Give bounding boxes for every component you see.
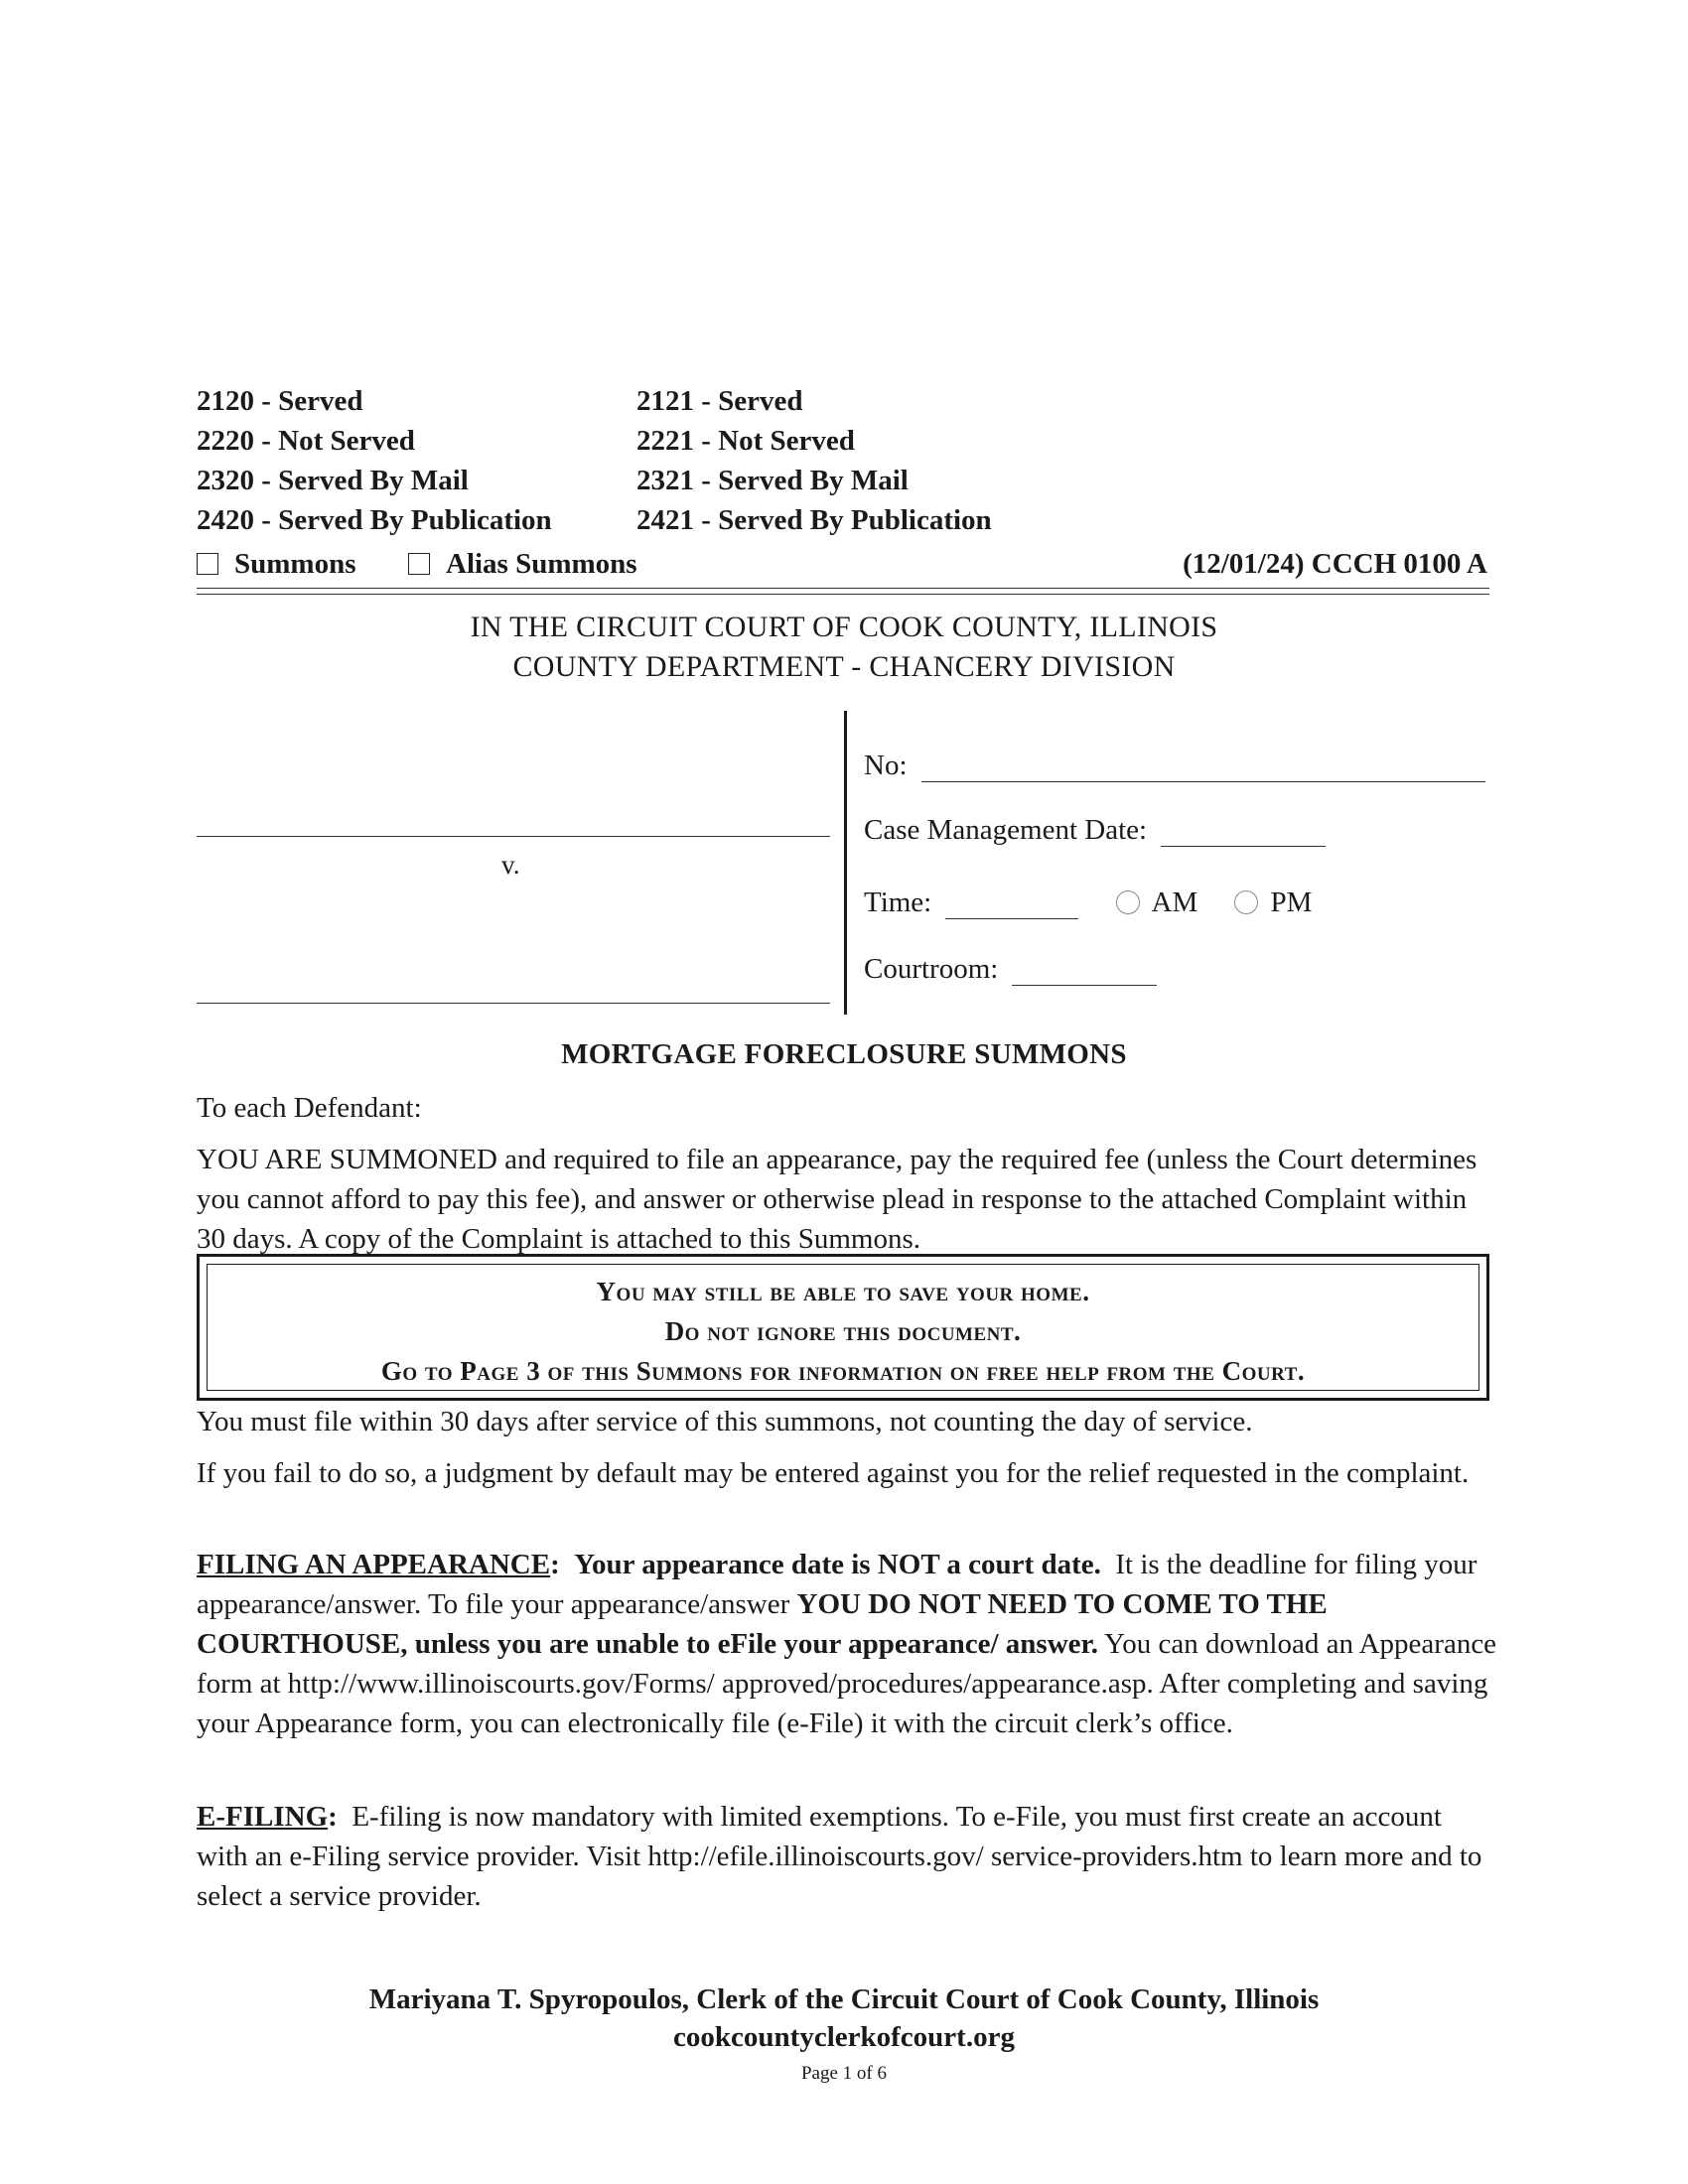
alias-summons-option[interactable] [408, 548, 637, 581]
service-code-right: 2421 - Served By Publication [636, 504, 992, 536]
time-field [864, 887, 1312, 919]
header-divider [197, 588, 1489, 589]
case-management-date-input[interactable] [1161, 816, 1326, 847]
am-radio[interactable] [1116, 890, 1140, 914]
service-code-left: 2120 - Served [197, 385, 363, 417]
summons-option[interactable] [197, 548, 356, 581]
filing-appearance-heading: FILING AN APPEARANCE [197, 1549, 551, 1580]
summoned-paragraph: YOU ARE SUMMONED and required to file an appearance, pay the required fee (unless the Court determines you cannot afford to pay this fee), and answer or otherwise plead in response to the attached Complaint within 30 days. A copy of the Complaint is attached to this Summons. [197, 1144, 1477, 1255]
service-code-right: 2221 - Not Served [636, 425, 855, 457]
notice-line: Do not ignore this document. [664, 1316, 1022, 1346]
pm-label: PM [1270, 887, 1313, 918]
clerk-website: cookcountyclerkofcourt.org [673, 2021, 1015, 2053]
case-management-date-field [864, 814, 1326, 847]
pm-radio[interactable] [1234, 890, 1258, 914]
alias-summons-checkbox[interactable] [408, 553, 430, 575]
page-number: Page 1 of 6 [800, 2063, 887, 2084]
court-name: IN THE CIRCUIT COURT OF COOK COUNTY, ILLINOIS [470, 611, 1218, 643]
case-management-date-label: Case Management Date: [864, 814, 1148, 846]
appearance-deadline-text: It is the deadline for filing your appearance/answer. To file your appearance/answer [197, 1549, 1477, 1620]
courtroom-label: Courtroom: [864, 953, 999, 985]
summons-label: Summons [234, 548, 356, 580]
service-codes [197, 385, 1487, 544]
case-number-field [864, 750, 1485, 782]
am-label: AM [1151, 887, 1198, 918]
court-department: COUNTY DEPARTMENT - CHANCERY DIVISION [512, 650, 1176, 683]
default-judgment-paragraph: If you fail to do so, a judgment by default may be entered against you for the relief requested in the complaint. [197, 1457, 1470, 1489]
service-code-right: 2321 - Served By Mail [636, 465, 909, 496]
caption-divider [844, 711, 847, 1015]
courtroom-input[interactable] [1012, 955, 1157, 986]
filing-appearance-paragraph: FILING AN APPEARANCE: Your appearance date is NOT a court date. It is the deadline for filing your appearance/answer. To file your appearance/answer YOU DO NOT NEED TO COME TO THE COURTHOUSE, unless you are unable to eFile your appearance/ answer. You can download an Appearance form at http://www.illinoiscourts.gov/Forms/ approved/procedures/appearance.asp. After completing and saving your Appearance form, you can electronically file (e-File) it with the circuit clerk’s office. [197, 1549, 1497, 1739]
defendant-line[interactable] [197, 1003, 830, 1004]
summons-type-row [197, 544, 1487, 584]
plaintiff-line[interactable] [197, 836, 830, 837]
appearance-date-note: Your appearance date is NOT a court date. [574, 1549, 1101, 1580]
time-label: Time: [864, 887, 932, 918]
notice-line: You may still be able to save your home. [596, 1277, 1090, 1306]
to-each-defendant: To each Defendant: [197, 1092, 422, 1124]
efiling-text: E-filing is now mandatory with limited exemptions. To e-File, you must first create an account with an e-Filing service provider. Visit http://efile.illinoiscourts.gov/ service-providers.htm to learn more and to select a service provider. [197, 1801, 1482, 1912]
am-option[interactable] [1116, 887, 1198, 918]
no-courthouse-note: YOU DO NOT NEED TO COME TO THE COURTHOUSE, unless you are unable to eFile your appearance/ answer. [197, 1588, 1328, 1660]
service-code-row [197, 385, 1487, 425]
notice-inner-border [207, 1264, 1479, 1391]
service-code-right: 2121 - Served [636, 385, 803, 417]
time-input[interactable] [945, 888, 1078, 919]
filing-deadline-paragraph: You must file within 30 days after service of this summons, not counting the day of service. [197, 1406, 1253, 1437]
efiling-heading: E-FILING [197, 1801, 329, 1833]
service-code-row [197, 425, 1487, 465]
appearance-form-text: You can download an Appearance form at http://www.illinoiscourts.gov/Forms/ approved/procedures/appearance.asp. After completing and saving your Appearance form, you can electronically file (e-File) it with the circuit clerk’s office. [197, 1628, 1497, 1739]
document-title: MORTGAGE FORECLOSURE SUMMONS [561, 1038, 1127, 1070]
clerk-name: Mariyana T. Spyropoulos, Clerk of the Circuit Court of Cook County, Illinois [368, 1983, 1320, 2015]
service-code-left: 2420 - Served By Publication [197, 504, 552, 536]
case-number-input[interactable] [921, 751, 1485, 782]
summons-checkbox[interactable] [197, 553, 218, 575]
case-number-label: No: [864, 750, 908, 781]
alias-summons-label: Alias Summons [446, 548, 637, 580]
efiling-paragraph: E-FILING: E-filing is now mandatory with limited exemptions. To e-File, you must first create an account with an e-Filing service provider. Visit http://efile.illinoiscourts.gov/ service-providers.htm to learn more and to select a service provider. [197, 1801, 1482, 1912]
versus-label: v. [501, 850, 520, 880]
form-code: (12/01/24) CCCH 0100 A [1183, 548, 1487, 580]
service-code-left: 2320 - Served By Mail [197, 465, 469, 496]
notice-line: Go to Page 3 of this Summons for information on free help from the Court. [380, 1356, 1306, 1386]
save-home-notice-box [197, 1254, 1489, 1401]
service-code-row [197, 465, 1487, 504]
courtroom-field [864, 953, 1157, 986]
pm-option[interactable] [1234, 887, 1312, 918]
service-code-left: 2220 - Not Served [197, 425, 415, 457]
header-divider [197, 594, 1489, 595]
service-code-row [197, 504, 1487, 544]
